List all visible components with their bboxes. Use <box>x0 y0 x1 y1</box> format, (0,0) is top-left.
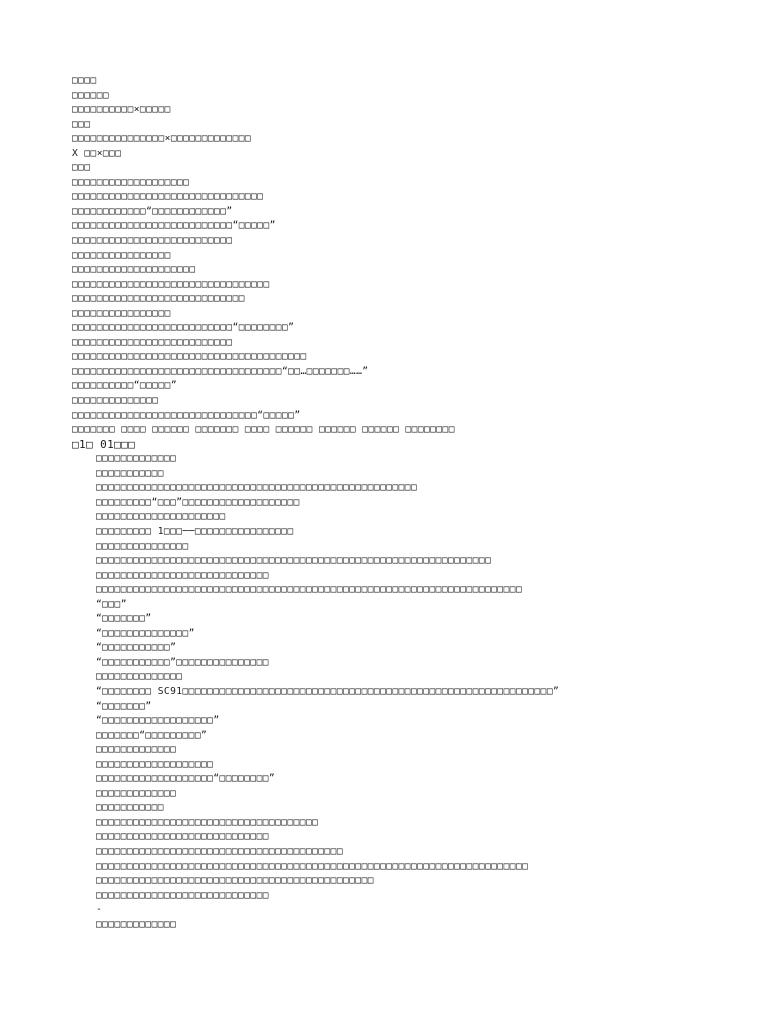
text-line: □□□□□□□□□□□□□□□□□□□□□□□□□□□□□□□□ <box>72 278 270 290</box>
text-line: “□□□” <box>96 598 127 610</box>
text-line: □□□□□□ <box>72 89 110 101</box>
text-line: “□□□□□□□” <box>96 700 152 712</box>
text-line: “□□□□□□□□ SC91□□□□□□□□□□□□□□□□□□□□□□□□□□□□□□□□□□□□□□□□□□□□□□□□□□□□□□□□□□□□” <box>96 685 560 697</box>
text-line: □□□□□□□□□□□□□□□□□□□□□□□□□□□□□□□□□□□□□□□□□□□□□□□□□□□□□□□□□□□□□□□□ <box>96 555 492 567</box>
text-line: “□□□□□□□” <box>96 613 152 625</box>
text-line: □□□□□□□□□□□ <box>96 802 164 814</box>
text-line: □□□□□□□□□□□□□□□□□□□□□□□□□□□□□□□□□□□□□□□□□□□□□□□□□□□□ <box>96 482 418 494</box>
text-line: □□□□□□□□□□□□□□□□□□□□□□□□□□“□□□□□□□□” <box>72 322 295 334</box>
text-line: □□□□□□□□□□□□□□□□□□□ <box>96 758 214 770</box>
text-line: □□□□□□□□□ 1□□□──□□□□□□□□□□□□□□□□ <box>96 525 294 537</box>
text-line: “□□□□□□□□□□□□□□” <box>96 627 195 639</box>
text-line: □□□□□□□□□□□□□□□□□□□□□ <box>96 511 226 523</box>
text-line: □□□□□□□□□□□□□ <box>96 744 177 756</box>
text-line: □□□□□□□□□□□□□□□□□□□□□□□□□□□□□□□□□□□□□□ <box>72 351 307 363</box>
text-line: □□□ <box>72 118 91 130</box>
text-line: “□□□□□□□□□□□□□□□□□□” <box>96 715 220 727</box>
text-line: □□□□□□□□□□□□□□□ <box>96 540 189 552</box>
text-line: □□□□□□□□□□□□□□□□□□□□ <box>72 264 196 276</box>
text-line: “□□□□□□□□□□□”□□□□□□□□□□□□□□□ <box>96 656 269 668</box>
text-line: □□□□□□□□□□□□□□□□□□□□□□□□□□□□□□□□□□□□□□□□□□□□□□□□□□□□□□□□□□□□□□□□□□□□□ <box>96 584 523 596</box>
text-line: □□□□□□□□□□□□□□□□□□□□□□□□□□□□□□□□□□□□□□□□ <box>96 845 344 857</box>
text-line: □□□□□□□□□□□□□□□□□□□□□□□□□□“□□□□□” <box>72 220 276 232</box>
text-line: □□□□□□□□□□□□□□□□□□□ <box>72 176 190 188</box>
text-line: □□□□□□□□□“□□□”□□□□□□□□□□□□□□□□□□□ <box>96 496 300 508</box>
text-line: □□□□□□□□□□□□□□□□ <box>72 307 171 319</box>
text-line: □□□□□□□□□□□□□□ <box>96 671 183 683</box>
text-line: □□□□□□□□□□×□□□□□ <box>72 104 171 116</box>
text-line: □□□□□□□□□□□ <box>96 467 164 479</box>
text-line: □□□□□□□□□□□□□□□□ <box>72 249 171 261</box>
text-line: □□□□□□□□□□□□□□□×□□□□□□□□□□□□□ <box>72 133 252 145</box>
text-line: □□□□□□□□□□□□□□□□□□□□□□□□□□ <box>72 336 233 348</box>
text-line: □□□□□□□□□□□□□□□□□□□“□□□□□□□□” <box>96 773 276 785</box>
document-body <box>72 74 752 932</box>
text-line: □□□□□□□□□□□□“□□□□□□□□□□□□” <box>72 205 233 217</box>
text-line: □□□□ <box>72 75 97 86</box>
text-line: □□□□□□□□□□□□□□ <box>72 395 159 407</box>
text-line: □□□□□□□“□□□□□□□□□” <box>96 729 208 741</box>
text-line: □□□□□□□□□□□□□□□□□□□□□□□□□□□□□□□□□□□□□□□□□□□□□□□□□□□□□□□□□□□□□□□□□□□□□□ <box>96 860 529 872</box>
text-line: □□□ <box>72 162 91 174</box>
text-line: - <box>96 904 103 916</box>
text-line: □□□□□□□□□□□□□□□□□□□□□□□□□□□□□□□□□□□□ <box>96 816 319 828</box>
text-line: □□□□□□□□□□□□□ <box>96 453 177 465</box>
text-line: □□□□□□□□□□□□□□□□□□□□□□□□□□□□ <box>72 293 245 305</box>
text-line: □□□□□□□□□□“□□□□□” <box>72 380 177 392</box>
text-line: “□□□□□□□□□□□” <box>96 642 177 654</box>
text-line: □□□□□□□□□□□□□□□□□□□□□□□□□□□□□□“□□□□□” <box>72 409 301 421</box>
text-line: □□□□□□□□□□□□□□□□□□□□□□□□□□ <box>72 235 233 247</box>
text-line: □□□□□□□□□□□□□ <box>96 918 177 930</box>
text-line: □□□□□□□□□□□□□□□□□□□□□□□□□□□□□□□□□□“□□…□□□□□□□……” <box>72 365 369 377</box>
text-line: □□□□□□□ □□□□ □□□□□□ □□□□□□□ □□□□ □□□□□□ □□□□□□ □□□□□□ □□□□□□□□ <box>72 424 455 436</box>
text-line: X □□×□□□ <box>72 147 122 159</box>
text-line: □□□□□□□□□□□□□□□□□□□□□□□□□□□□ <box>96 889 269 901</box>
text-line: □□□□□□□□□□□□□□□□□□□□□□□□□□□□□□□ <box>72 191 264 203</box>
text-line: □□□□□□□□□□□□□□□□□□□□□□□□□□□□ <box>96 569 269 581</box>
text-line: □□□□□□□□□□□□□□□□□□□□□□□□□□□□□□□□□□□□□□□□□□□□□ <box>96 875 374 887</box>
section-heading: □1□ 01□□□ <box>72 437 136 451</box>
text-line: □□□□□□□□□□□□□ <box>96 787 177 799</box>
text-line: □□□□□□□□□□□□□□□□□□□□□□□□□□□□ <box>96 831 269 843</box>
